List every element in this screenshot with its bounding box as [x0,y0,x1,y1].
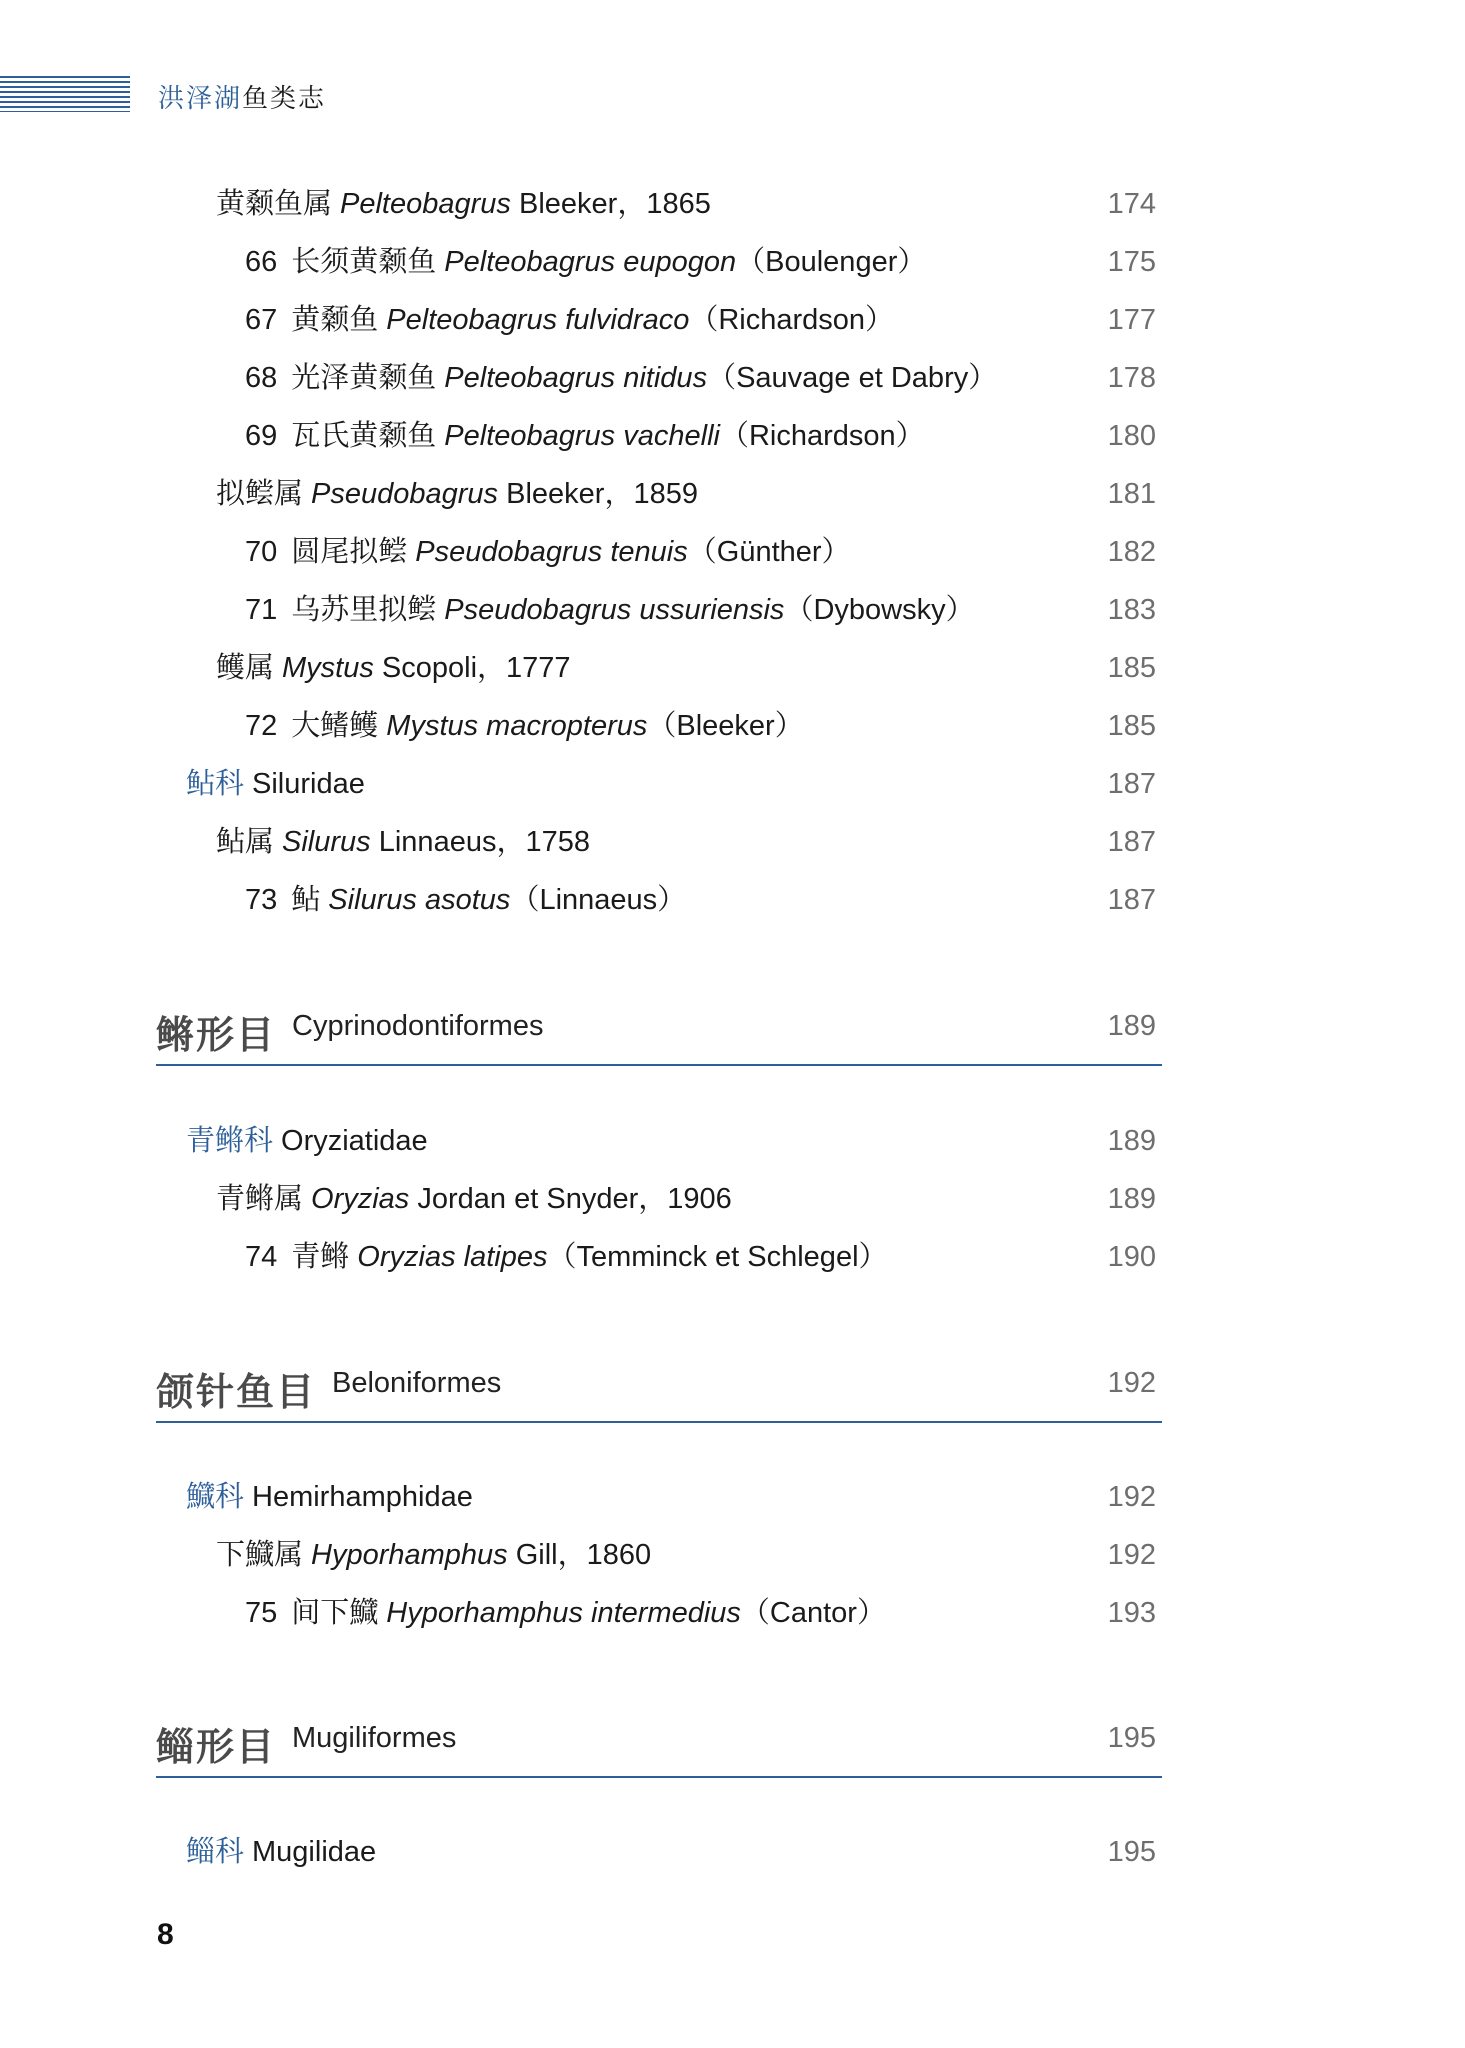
page-ref: 175 [1107,246,1156,278]
zh-name: 鲇科 [186,768,245,800]
family-latin-name: Siluridae [252,768,365,800]
author: Jordan et Snyder，1906 [417,1183,732,1215]
order-zh-name: 鳉形目 [156,1012,277,1057]
page-ref: 185 [1107,652,1156,684]
zh-name: 瓦氏黄颡鱼 [291,420,437,452]
species-number: 71 [245,594,278,626]
page-ref: 180 [1107,420,1156,452]
order-heading[interactable] [156,1361,1162,1423]
latin-name: Pelteobagrus nitidus [444,362,708,394]
page-ref: 187 [1107,826,1156,858]
page-ref: 187 [1107,884,1156,916]
latin-name: Mystus [282,652,374,684]
toc-row-family[interactable] [0,1475,1465,1519]
zh-name: 下鱵属 [216,1539,304,1571]
author: Bleeker，1865 [518,188,711,220]
order-latin-name: Cyprinodontiformes [292,1010,544,1042]
zh-name: 乌苏里拟鲿 [291,594,437,626]
family-latin-name: Hemirhamphidae [252,1481,473,1513]
latin-name: Silurus [282,826,371,858]
zh-name: 鲻科 [186,1836,245,1868]
toc-row-species[interactable] [0,356,1465,400]
page-ref: 178 [1107,362,1156,394]
author: （Temminck et Schlegel） [547,1241,888,1273]
page-number: 8 [157,1918,174,1951]
zh-name: 青鳉 [291,1241,350,1273]
page-ref: 174 [1107,188,1156,220]
header-title-part-a: 洪泽湖 [158,83,243,113]
order-latin-name: Beloniformes [332,1367,502,1399]
toc-row-species[interactable] [0,878,1465,922]
author: （Richardson） [689,304,895,336]
author: Bleeker，1859 [506,478,698,510]
page-ref: 190 [1107,1241,1156,1273]
author: （Linnaeus） [510,884,687,916]
latin-name: Pelteobagrus vachelli [444,420,720,452]
latin-name: Pseudobagrus tenuis [415,536,688,568]
order-latin-name: Mugiliformes [292,1722,457,1754]
zh-name: 长须黄颡鱼 [291,246,437,278]
species-number: 74 [245,1241,278,1273]
latin-name: Pseudobagrus [311,478,499,510]
order-page-ref: 192 [1107,1367,1156,1399]
zh-name: 大鳍鳠 [291,710,379,742]
header-decoration-lines [0,76,130,112]
toc-row-species[interactable] [0,414,1465,458]
author: （Günther） [687,536,851,568]
species-number: 72 [245,710,278,742]
toc-row-genus[interactable] [0,472,1465,516]
zh-name: 黄颡鱼 [291,304,379,336]
latin-name: Pelteobagrus fulvidraco [386,304,690,336]
latin-name: Oryzias [311,1183,410,1215]
author: （Richardson） [719,420,925,452]
latin-name: Silurus asotus [328,884,511,916]
order-heading[interactable] [156,1716,1162,1778]
latin-name: Oryzias latipes [357,1241,548,1273]
toc-row-genus[interactable] [0,1533,1465,1577]
toc-row-family[interactable] [0,1119,1465,1163]
species-number: 69 [245,420,278,452]
page-ref: 192 [1107,1481,1156,1513]
author: （Dybowsky） [784,594,975,626]
page-ref: 189 [1107,1183,1156,1215]
page-ref: 182 [1107,536,1156,568]
species-number: 75 [245,1597,278,1629]
author: （Cantor） [740,1597,886,1629]
zh-name: 黄颡鱼属 [216,188,333,220]
toc-row-species[interactable] [0,240,1465,284]
latin-name: Pelteobagrus [340,188,511,220]
order-page-ref: 189 [1107,1010,1156,1042]
zh-name: 鲇属 [216,826,275,858]
author: Scopoli，1777 [381,652,571,684]
toc-row-family[interactable] [0,762,1465,806]
zh-name: 鳠属 [216,652,275,684]
order-page-ref: 195 [1107,1722,1156,1754]
order-zh-name: 鲻形目 [156,1724,277,1769]
species-number: 66 [245,246,278,278]
running-header-title [158,78,326,115]
page-ref: 192 [1107,1539,1156,1571]
family-latin-name: Mugilidae [252,1836,377,1868]
zh-name: 拟鲿属 [216,478,304,510]
author: （Bleeker） [647,710,804,742]
latin-name: Pelteobagrus eupogon [444,246,737,278]
toc-row-genus[interactable] [0,182,1465,226]
author: （Sauvage et Dabry） [707,362,998,394]
toc-row-genus[interactable] [0,646,1465,690]
latin-name: Pseudobagrus ussuriensis [444,594,785,626]
zh-name: 间下鱵 [291,1597,379,1629]
toc-row-species[interactable] [0,1591,1465,1635]
toc-row-family[interactable] [0,1830,1465,1874]
author: Gill，1860 [515,1539,652,1571]
species-number: 70 [245,536,278,568]
zh-name: 鲇 [291,884,321,916]
latin-name: Hyporhamphus [311,1539,508,1571]
species-number: 73 [245,884,278,916]
species-number: 67 [245,304,278,336]
zh-name: 青鳉科 [186,1125,274,1157]
page-ref: 177 [1107,304,1156,336]
toc-row-genus[interactable] [0,820,1465,864]
toc-row-species[interactable] [0,1235,1465,1279]
page-ref: 195 [1107,1836,1156,1868]
order-zh-name: 颌针鱼目 [156,1369,317,1414]
page-ref: 187 [1107,768,1156,800]
zh-name: 鱵科 [186,1481,245,1513]
page-ref: 185 [1107,710,1156,742]
author: Linnaeus，1758 [378,826,590,858]
page-ref: 183 [1107,594,1156,626]
author: （Boulenger） [736,246,927,278]
latin-name: Mystus macropterus [386,710,648,742]
zh-name: 青鳉属 [216,1183,304,1215]
header-title-part-b: 鱼类志 [242,83,327,113]
zh-name: 光泽黄颡鱼 [291,362,437,394]
order-heading[interactable] [156,1004,1162,1066]
toc-row-species[interactable] [0,530,1465,574]
zh-name: 圆尾拟鲿 [291,536,408,568]
toc-row-species[interactable] [0,588,1465,632]
toc-row-genus[interactable] [0,1177,1465,1221]
latin-name: Hyporhamphus intermedius [386,1597,741,1629]
page-ref: 189 [1107,1125,1156,1157]
toc-row-species[interactable] [0,704,1465,748]
family-latin-name: Oryziatidae [281,1125,428,1157]
page-ref: 193 [1107,1597,1156,1629]
toc-row-species[interactable] [0,298,1465,342]
page-ref: 181 [1107,478,1156,510]
species-number: 68 [245,362,278,394]
